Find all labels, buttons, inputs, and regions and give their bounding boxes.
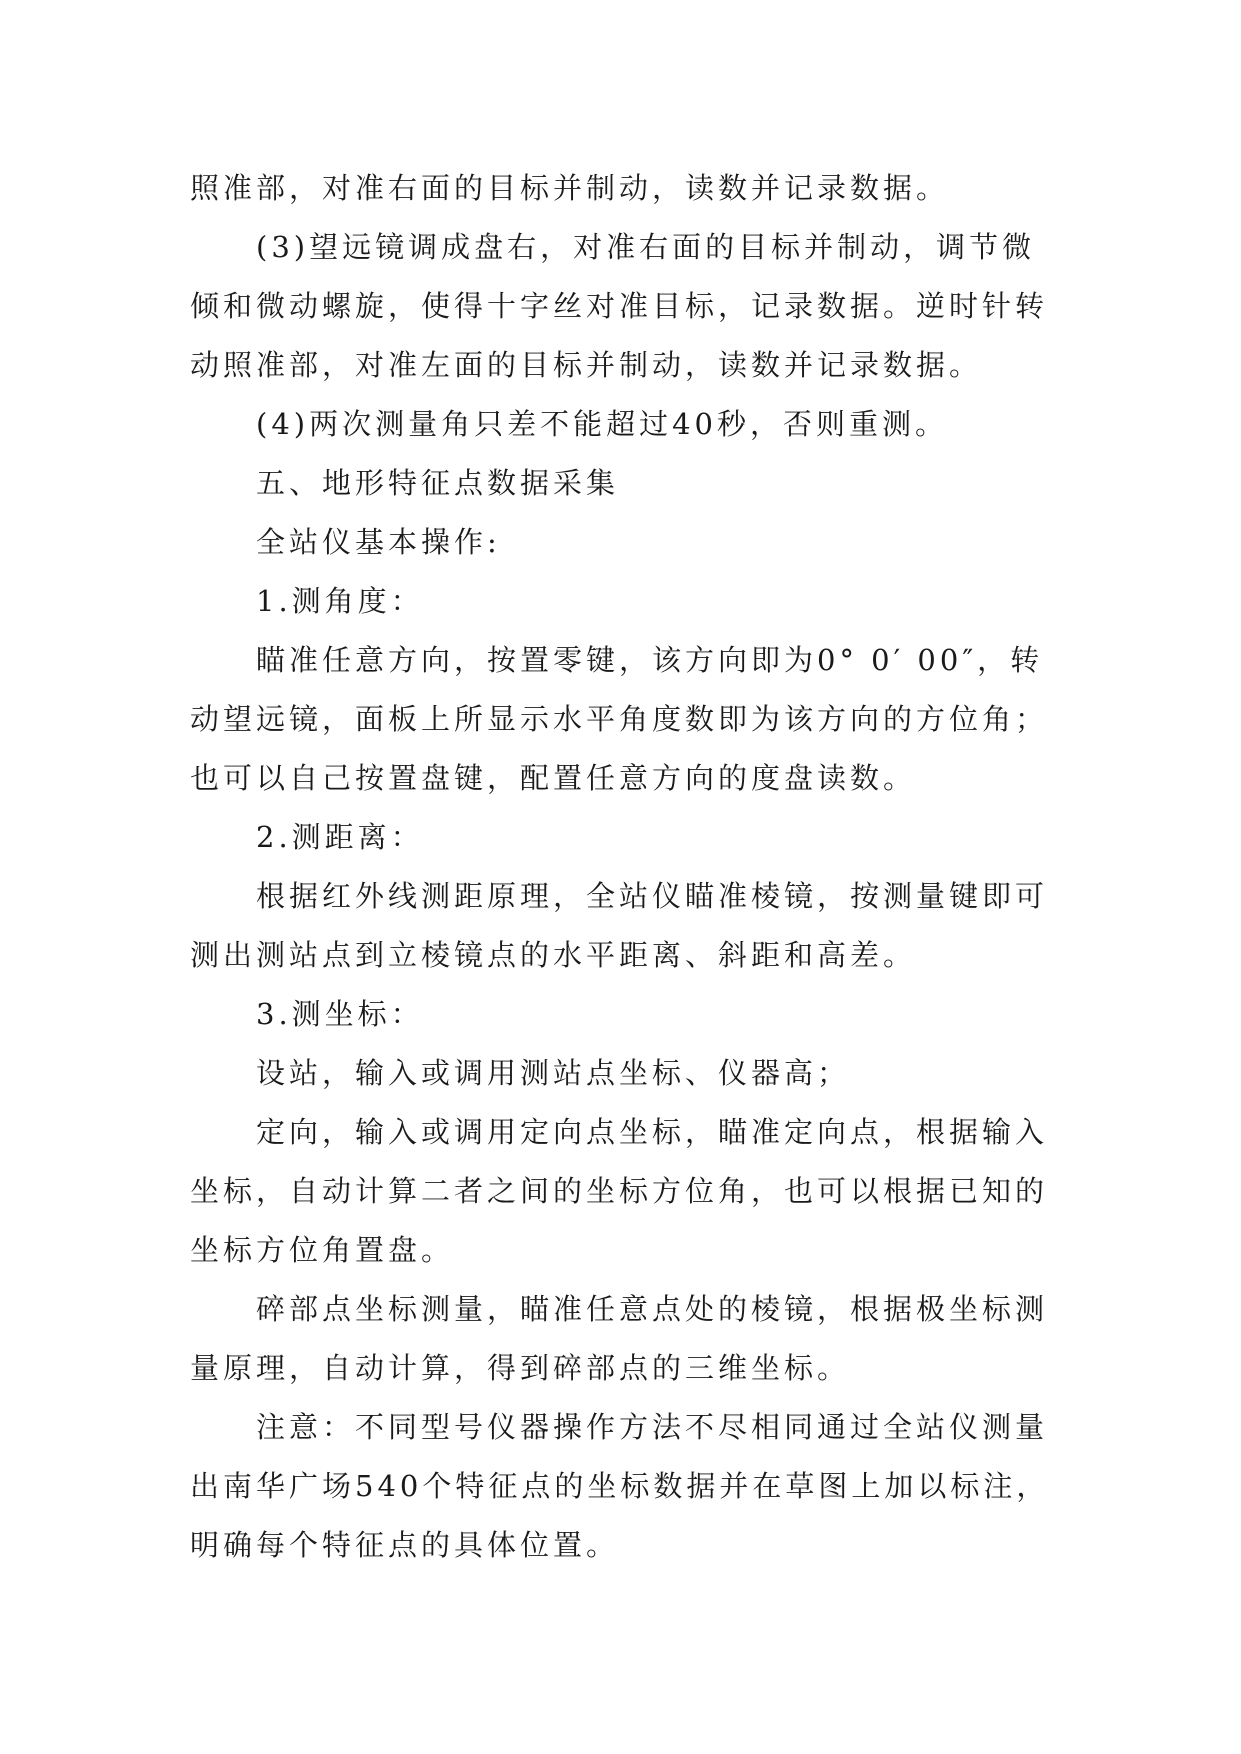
paragraph-continuation: 照准部，对准右面的目标并制动，读数并记录数据。 [190, 171, 950, 205]
paragraph-total-station-intro: 全站仪基本操作: [256, 525, 501, 559]
document-body [190, 159, 1060, 1575]
paragraph-step-4: (4)两次测量角只差不能超过40秒，否则重测。 [256, 407, 948, 441]
paragraph-step-3: (3)望远镜调成盘右，对准右面的目标并制动，调节微倾和微动螺旋，使得十字丝对准目标，记录数据。逆时针转动照准部，对准左面的目标并制动，读数并记录数据。 [190, 230, 1049, 382]
section-heading-5: 五、地形特征点数据采集 [256, 466, 620, 500]
paragraph-note: 注意：不同型号仪器操作方法不尽相同通过全站仪测量出南华广场540个特征点的坐标数据并在草图上加以标注，明确每个特征点的具体位置。 [190, 1410, 1050, 1562]
subheading-measure-distance: 2.测距离： [256, 820, 424, 854]
paragraph-orientation: 定向，输入或调用定向点坐标，瞄准定向点，根据输入坐标，自动计算二者之间的坐标方位角，也可以根据已知的坐标方位角置盘。 [190, 1115, 1049, 1267]
subheading-measure-coordinates: 3.测坐标： [256, 997, 424, 1031]
paragraph-measure-angle: 瞄准任意方向，按置零键，该方向即为0° 0′ 00″，转动望远镜，面板上所显示水平角度数即为该方向的方位角；也可以自己按置盘键，配置任意方向的度盘读数。 [190, 643, 1049, 795]
paragraph-measure-distance: 根据红外线测距原理，全站仪瞄准棱镜，按测量键即可测出测站点到立棱镜点的水平距离、斜距和高差。 [190, 879, 1049, 972]
paragraph-station-setup: 设站，输入或调用测站点坐标、仪器高； [256, 1056, 851, 1090]
paragraph-detail-point: 碎部点坐标测量，瞄准任意点处的棱镜，根据极坐标测量原理，自动计算，得到碎部点的三维坐标。 [190, 1292, 1049, 1385]
subheading-measure-angle: 1.测角度： [256, 584, 424, 618]
